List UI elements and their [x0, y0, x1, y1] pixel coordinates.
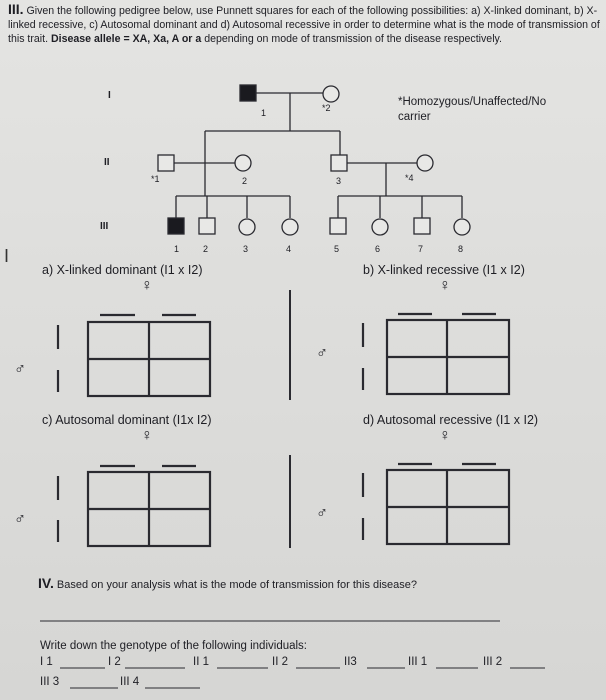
genotype-instruction: Write down the genotype of the following individuals: [40, 640, 308, 652]
pedigree-label-III5: 5 [334, 244, 340, 254]
punnett-grid-a [58, 315, 210, 396]
genotype-item-III2: III 2 [483, 656, 503, 668]
pedigree-label-III4: 4 [286, 244, 292, 254]
pedigree-II1-male [158, 155, 174, 171]
pedigree-label-III3: 3 [243, 244, 249, 254]
pedigree-label-I1: 1 [261, 108, 267, 118]
pedigree-label-II1: *1 [151, 174, 160, 184]
pedigree-label-II3: 3 [336, 176, 342, 186]
question-3-text: Given the following pedigree below, use Punnett squares for each of the following possibilities: a) X-linked dominant, b) X-linked recessive, c) Autosomal dominant and d) Autosomal recessive in order to determine what is the mode of transmission of this trait. [8, 5, 600, 45]
pedigree-label-III7: 7 [418, 244, 424, 254]
pedigree-I1-male-affected [240, 85, 256, 101]
pedigree-III3-female [239, 219, 255, 235]
question-3-number: III. [8, 1, 24, 17]
pedigree-III5-male [330, 218, 346, 234]
genotype-item-I1: I 1 [40, 656, 53, 668]
genotype-item-II2: II 2 [272, 656, 288, 668]
female-symbol-icon: ♀ [141, 427, 153, 444]
genotype-item-III3: III 3 [40, 676, 60, 688]
question-4-number: IV. [38, 575, 54, 591]
pedigree-II3-male [331, 155, 347, 171]
punnett-grid-d [363, 464, 509, 544]
pedigree-label-II4: *4 [405, 173, 414, 183]
question-4 [38, 575, 417, 591]
male-symbol-icon: ♂ [316, 505, 328, 522]
genotype-item-III1: III 1 [408, 656, 428, 668]
pedigree-I2-female [323, 86, 339, 102]
genotype-item-I2: I 2 [108, 656, 121, 668]
female-symbol-icon: ♀ [141, 277, 153, 294]
female-symbol-icon: ♀ [439, 277, 451, 294]
pedigree-label-III8: 8 [458, 244, 464, 254]
text-cursor-icon: I [4, 246, 10, 266]
punnett-title-d: d) Autosomal recessive (I1 x I2) [363, 413, 539, 427]
pedigree-III6-female [372, 219, 388, 235]
pedigree-III1-male-affected [168, 218, 184, 234]
male-symbol-icon: ♂ [14, 361, 26, 378]
pedigree-label-III6: 6 [375, 244, 381, 254]
genotype-item-II1: II 1 [193, 656, 209, 668]
pedigree-III2-male [199, 218, 215, 234]
homozygous-note-line1: *Homozygous/Unaffected/No [398, 96, 547, 108]
genotype-item-III4: III 4 [120, 676, 140, 688]
gen-label-II: II [104, 157, 110, 168]
pedigree-III4-female [282, 219, 298, 235]
punnett-title-a: a) X-linked dominant (I1 x I2) [42, 263, 203, 277]
punnett-grid-b [363, 314, 509, 394]
male-symbol-icon: ♂ [14, 511, 26, 528]
punnett-grid-c [58, 466, 210, 546]
pedigree-III7-male [414, 218, 430, 234]
question-4-text: Based on your analysis what is the mode of transmission for this disease? [56, 579, 418, 591]
question-3-text-end: depending on mode of transmission of the disease respectively. [204, 33, 502, 45]
pedigree-label-III2: 2 [203, 244, 209, 254]
pedigree-II2-female [235, 155, 251, 171]
gen-label-I: I [108, 90, 111, 101]
genotype-item-II3: II3 [344, 656, 357, 668]
gen-label-III: III [100, 221, 109, 232]
male-symbol-icon: ♂ [316, 345, 328, 362]
question-3-allele-note: Disease allele = XA, Xa, A or a [51, 33, 202, 45]
female-symbol-icon: ♀ [439, 427, 451, 444]
homozygous-note-line2: carrier [398, 111, 431, 123]
pedigree-label-I2: *2 [322, 103, 331, 113]
pedigree-label-III1: 1 [174, 244, 180, 254]
punnett-title-b: b) X-linked recessive (I1 x I2) [363, 263, 525, 277]
pedigree-II4-female [417, 155, 433, 171]
pedigree-III8-female [454, 219, 470, 235]
pedigree-label-II2: 2 [242, 176, 248, 186]
punnett-title-c: c) Autosomal dominant (I1x I2) [42, 413, 212, 427]
